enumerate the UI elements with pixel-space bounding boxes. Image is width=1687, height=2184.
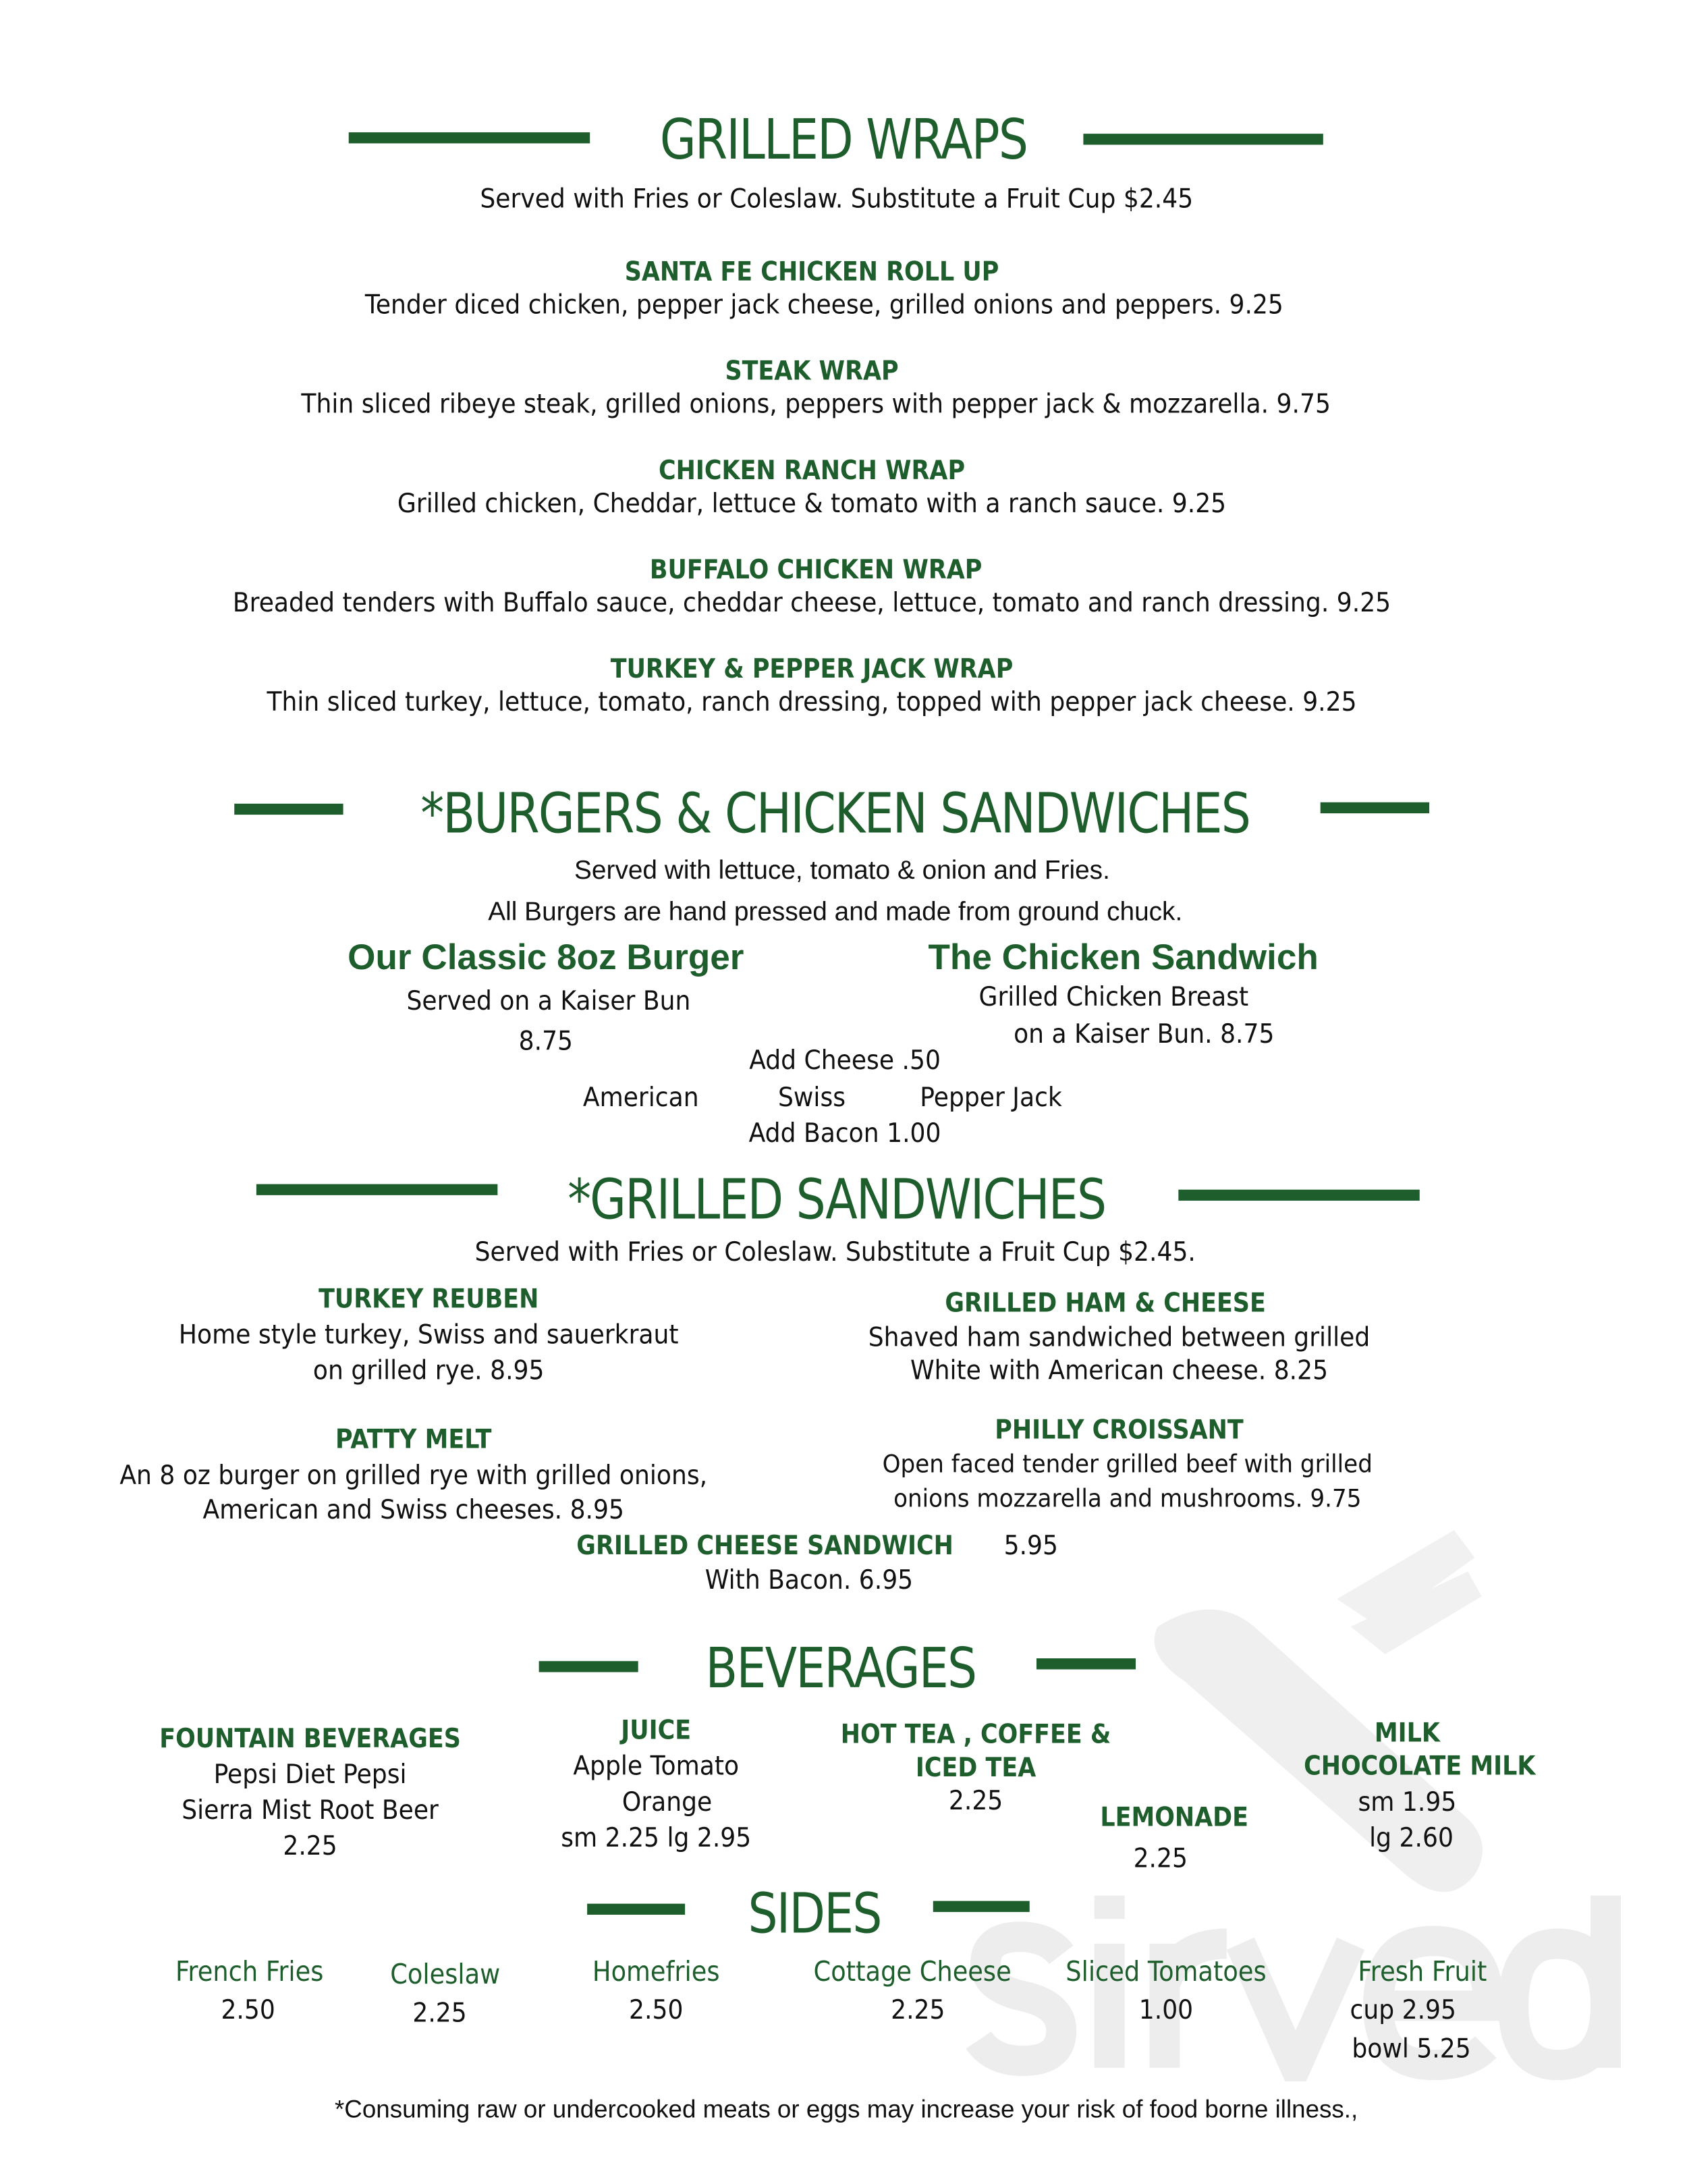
item-name: The Chicken Sandwich <box>928 935 1319 978</box>
side-price: 2.50 <box>629 1995 684 2026</box>
side-price: 1.00 <box>1138 1995 1194 2026</box>
item-desc: Thin sliced turkey, lettuce, tomato, ranch dressing, topped with pepper jack cheese. 9.25 <box>267 687 1357 718</box>
side-price: cup 2.95 <box>1350 1995 1457 2026</box>
item-name: LEMONADE <box>1100 1802 1249 1833</box>
divider-bar <box>1178 1190 1419 1201</box>
section-subtitle: Served with lettuce, tomato & onion and Fries. <box>574 856 1110 886</box>
side-name: Homefries <box>592 1955 720 1988</box>
side-price: 2.25 <box>891 1995 945 2026</box>
item-desc: on grilled rye. 8.95 <box>312 1355 545 1386</box>
item-desc: With Bacon. 6.95 <box>704 1565 914 1596</box>
item-price: 8.75 <box>518 1026 574 1057</box>
divider-bar <box>256 1184 497 1195</box>
item-price: sm 2.25 lg 2.95 <box>561 1823 752 1854</box>
item-name: JUICE <box>621 1715 692 1746</box>
item-name: TURKEY REUBEN <box>319 1284 539 1315</box>
item-name: FOUNTAIN BEVERAGES <box>159 1724 461 1755</box>
side-name: Coleslaw <box>390 1957 501 1991</box>
item-desc: Home style turkey, Swiss and sauerkraut <box>178 1319 679 1350</box>
item-desc: Grilled chicken, Cheddar, lettuce & tomato with a ranch sauce. 9.25 <box>397 489 1227 520</box>
section-title-grilled: *GRILLED SANDWICHES <box>568 1169 1106 1232</box>
footnote: *Consuming raw or undercooked meats or eggs may increase your risk of food borne illness., <box>334 2095 1358 2123</box>
side-price: 2.25 <box>412 1998 467 2029</box>
side-name: Sliced Tomatoes <box>1066 1955 1267 1988</box>
section-subtitle: All Burgers are hand pressed and made from ground chuck. <box>488 898 1183 927</box>
cheese-option: American <box>582 1083 699 1114</box>
item-desc: Orange <box>621 1787 713 1818</box>
section-title-beverages: BEVERAGES <box>705 1637 976 1701</box>
item-name: GRILLED CHEESE SANDWICH <box>576 1531 953 1562</box>
item-name: GRILLED HAM & CHEESE <box>945 1288 1266 1319</box>
item-price: sm 1.95 <box>1358 1787 1457 1818</box>
item-name: BUFFALO CHICKEN WRAP <box>649 555 983 586</box>
item-desc: on a Kaiser Bun. 8.75 <box>1014 1019 1275 1050</box>
item-name: PHILLY CROISSANT <box>995 1415 1244 1446</box>
item-name: SANTA FE CHICKEN ROLL UP <box>624 256 999 288</box>
item-desc: An 8 oz burger on grilled rye with grilled onions, <box>119 1460 708 1491</box>
item-desc: Open faced tender grilled beef with grilled <box>882 1450 1373 1479</box>
item-price: 2.25 <box>283 1831 337 1862</box>
item-desc: White with American cheese. 8.25 <box>910 1355 1329 1386</box>
section-subtitle: Served with Fries or Coleslaw. Substitute a Fruit Cup $2.45. <box>474 1237 1196 1268</box>
section-title-burgers: *BURGERS & CHICKEN SANDWICHES <box>420 783 1250 847</box>
side-price: 2.50 <box>221 1995 275 2026</box>
divider-bar <box>234 804 343 815</box>
divider-bar <box>933 1901 1030 1912</box>
divider-bar <box>1036 1658 1136 1669</box>
side-name: Cottage Cheese <box>813 1955 1012 1988</box>
divider-bar <box>539 1661 638 1672</box>
item-name: MILK <box>1374 1718 1440 1749</box>
item-name: CHOCOLATE MILK <box>1304 1751 1536 1782</box>
divider-bar <box>1083 134 1323 144</box>
item-desc: Tender diced chicken, pepper jack cheese, grilled onions and peppers. 9.25 <box>364 290 1283 321</box>
item-name: Our Classic 8oz Burger <box>348 935 744 978</box>
item-desc: Served on a Kaiser Bun <box>406 986 691 1017</box>
section-title-wraps: GRILLED WRAPS <box>659 109 1028 173</box>
item-name: TURKEY & PEPPER JACK WRAP <box>610 654 1014 685</box>
item-price: 5.95 <box>1003 1531 1058 1562</box>
divider-bar <box>587 1904 685 1915</box>
side-name: French Fries <box>175 1955 324 1988</box>
item-name: PATTY MELT <box>335 1424 492 1455</box>
divider-bar <box>1321 802 1429 813</box>
side-name: Fresh Fruit <box>1358 1955 1487 1988</box>
item-desc: onions mozzarella and mushrooms. 9.75 <box>893 1484 1362 1514</box>
section-title-sides: SIDES <box>748 1883 881 1947</box>
item-desc: Apple Tomato <box>573 1751 740 1782</box>
item-name: HOT TEA , COFFEE & <box>840 1720 1111 1750</box>
item-desc: American and Swiss cheeses. 8.95 <box>202 1495 624 1526</box>
item-price: lg 2.60 <box>1369 1823 1454 1854</box>
item-desc: Thin sliced ribeye steak, grilled onions, peppers with pepper jack & mozzarella. 9.75 <box>301 389 1331 420</box>
watermark-logo <box>965 1888 1626 2081</box>
add-cheese: Add Cheese .50 <box>749 1045 941 1076</box>
cheese-option: Swiss <box>777 1083 846 1114</box>
item-desc: Grilled Chicken Breast <box>978 982 1249 1013</box>
item-price: 2.25 <box>948 1786 1003 1816</box>
item-name: CHICKEN RANCH WRAP <box>659 456 966 486</box>
item-desc: Breaded tenders with Buffalo sauce, cheddar cheese, lettuce, tomato and ranch dressing. 9.25 <box>232 588 1391 619</box>
divider-bar <box>349 132 590 143</box>
item-price: 2.25 <box>1133 1843 1188 1874</box>
item-name: ICED TEA <box>915 1753 1036 1783</box>
add-bacon: Add Bacon 1.00 <box>748 1118 941 1149</box>
section-subtitle: Served with Fries or Coleslaw. Substitute a Fruit Cup $2.45 <box>480 184 1194 215</box>
cheese-option: Pepper Jack <box>920 1083 1062 1114</box>
item-desc: Pepsi Diet Pepsi <box>213 1759 407 1791</box>
side-price: bowl 5.25 <box>1352 2033 1471 2065</box>
item-desc: Sierra Mist Root Beer <box>182 1795 439 1826</box>
item-desc: Shaved ham sandwiched between grilled <box>868 1322 1371 1353</box>
item-name: STEAK WRAP <box>725 356 899 387</box>
